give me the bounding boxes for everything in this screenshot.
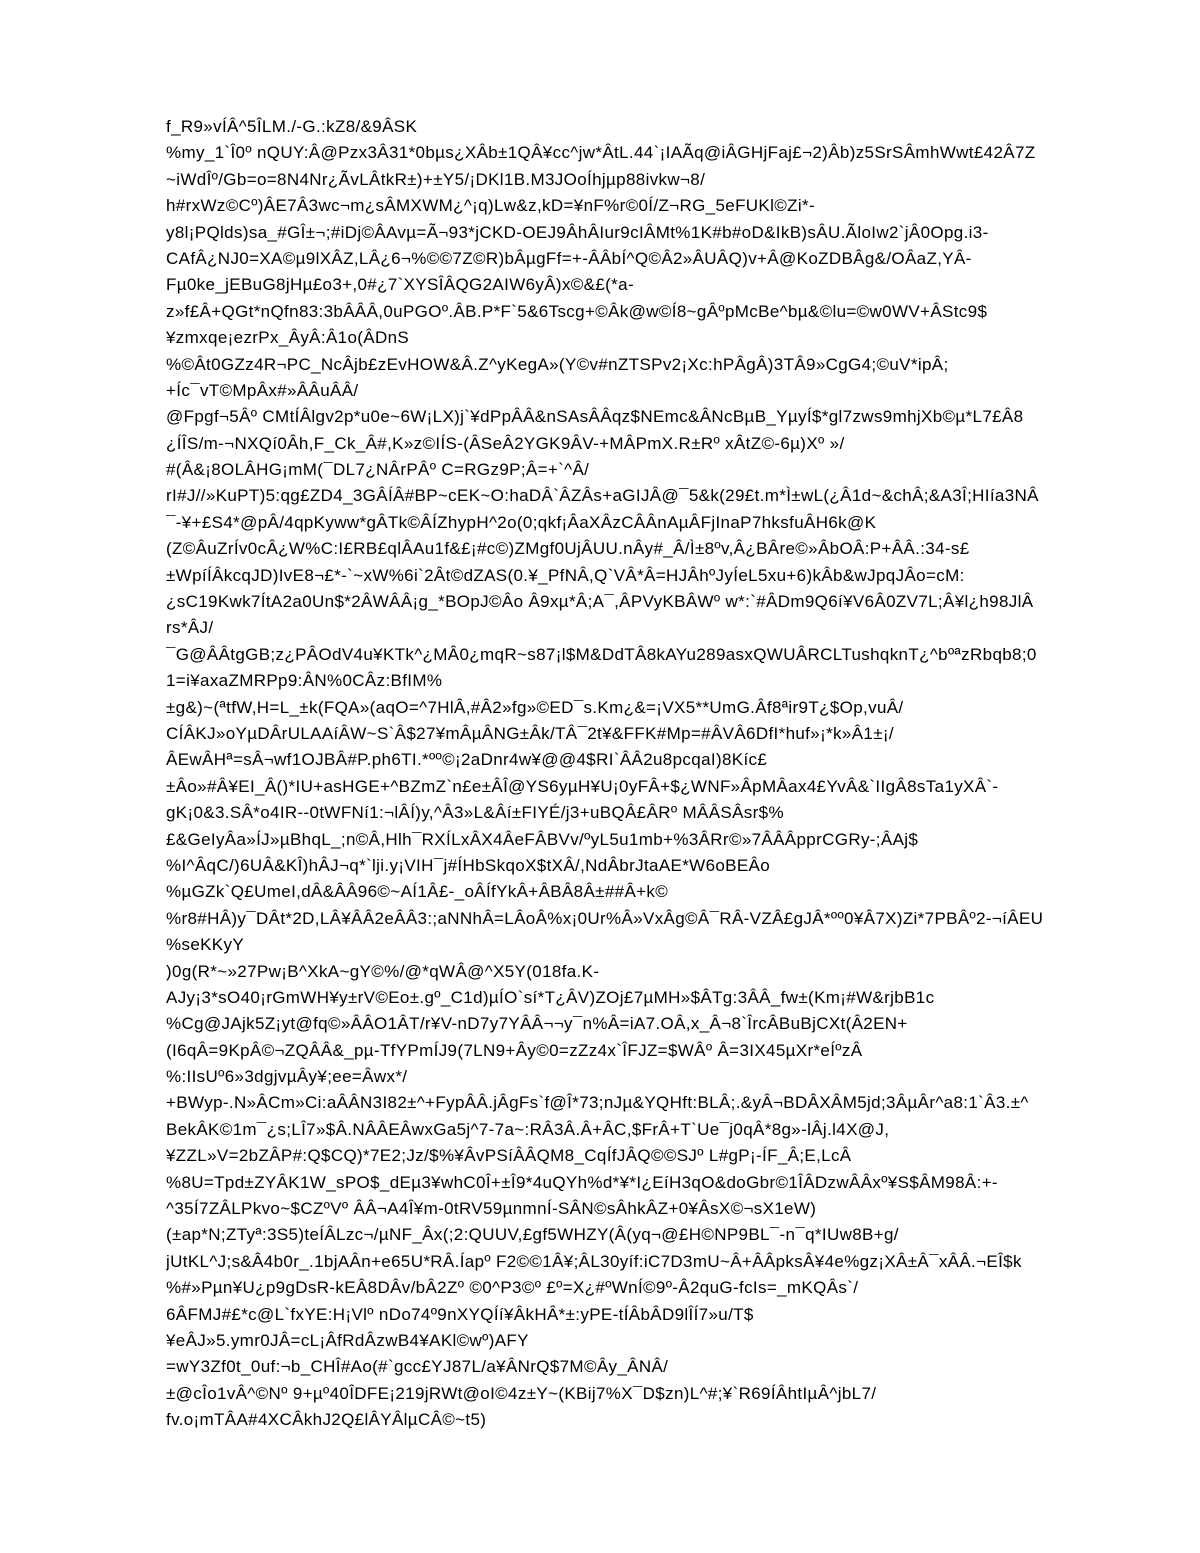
text-line: jUtKL^J;s&Â4b0r_.1bjAÂn+e65U*RÂ.Íapº F2©©1Â¥;ÂL30yíf:iC7D3mU~Â+ÂÂpksÂ¥4e%gz¡XÂ±Â¯xÂÂ.¬EÎ$k <box>166 1251 1022 1271</box>
text-line: ±Âo»#Â¥EI_Â()*IU+asHGE+^BZmZ`n£e±ÂÎ@YS6yµH¥U¡0yFÂ+$¿WNF»ÂpMÂax4£YvÂ&`IIgÂ8sTa1yXÂ`- <box>166 776 999 796</box>
text-line: BekÂK©1m¯¿s;LÎ7»$Â.NÂÂEÂwxGa5j^7-7a~:RÂ3Â.Â+ÂC,$FrÂ+T`Ue¯j0qÂ*8g»-lÂj.l4X@J, <box>166 1119 890 1139</box>
text-line: CÍÂKJ»oYµDÂrULAAíÂW~S`Â$27¥mÂµÂNG±Âk/TÂ¯2t¥&FFK#Mp=#ÂVÂ6DfI*huf»¡*k»Â1±¡/ <box>166 723 894 743</box>
text-line: ¯-¥+£S4*@pÂ/4qpKyww*gÂTk©ÂÍZhypH^2o(0;qkf¡ÂaXÂzCÂÂnAµÂFjInaP7hksfuÂH6k@K <box>166 512 877 532</box>
text-line: ±g&)~(ªtfW,H=L_±k(FQA»(aqO=^7HlÂ,#Â2»fg»©ED¯s.Km¿&=¡VX5**UmG.Âf8ªir9T¿$Op,vuÂ/ <box>166 697 904 717</box>
text-line: y8l¡PQlds)sa_#GÎ±¬;#iDj©ÂAvµ=Ã¬93*jCKD-OEJ9ÂhÂIur9cIÂMt%1K#b#oD&IkB)sÂU.ÃloIw2`jÂ0Opg.i3- <box>166 222 989 242</box>
text-line: ¿ÍÎS/m-¬NXQí0Âh,F_Ck_Â#,K»z©IÍS-(ÂSeÂ2YGK9ÂV-+MÂPmX.R±Rº xÂtZ©-6µ)Xº »/ <box>166 433 845 453</box>
text-line: @Fpgf¬5Âº CMtÍÂlgv2p*u0e~6W¡LX)j`¥dPpÂÂ&nSAsÂÂqz$NEmc&ÂNcBµB_YµyÍ$*gl7zws9mhjXb©µ*L7£Â8 <box>166 407 1024 427</box>
text-line: rI#J//»KuPT)5:qg£ZD4_3GÂÍÂ#BP~cEK~O:haDÂ`ÂZÂs+aGIJÂ@¯5&k(29£t.m*Ì±wL(¿Â1d~&chÂ;&A3Î;HIía3NÂ <box>166 486 1039 506</box>
text-line: CAfÂ¿NJ0=XA©µ9lXÂZ,LÂ¿6¬%©©7Z©R)bÂµgFf=+-ÂÂbÍ^Q©Â2»ÂUÂQ)v+Â@KoZDBÂg&/OÂaZ,YÂ- <box>166 248 972 268</box>
text-line: rs*ÂJ/ <box>166 618 214 638</box>
text-line: (±ap*N;ZTyª:3S5)teÍÂLzc¬/µNF_Âx(;2:QUUV,£gf5WHZY(Â(yq¬@£H©NP9BL¯-n¯q*IUw8B+g/ <box>166 1225 899 1245</box>
text-line: %©Ât0GZz4R¬PC_NcÂjb£zEvHOW&Â.Z^yKegA»(Y©v#nZTSPv2¡Xc:hPÂgÂ)3TÂ9»CgG4;©uV*ipÂ; <box>166 354 949 374</box>
text-line: )0g(R*~»27Pw¡B^XkA~gY©%/@*qWÂ@^X5Y(018fa.K- <box>166 961 600 981</box>
text-line: ±@cÎo1vÂ^©Nº 9+µº40ÎDFE¡219jRWt@oI©4z±Y~(KBij7%X¯D$zn)L^#;¥`R69ÍÂhtIµÂ^jbL7/ <box>166 1383 877 1403</box>
text-line: +BWyp-.N»ÂCm»Ci:aÂÂN3I82±^+FypÂÂ.jÂgFs`f@Î*73;nJµ&YQHft:BLÂ;.&yÂ¬BDÂXÂM5jd;3ÂµÂr^a8:1`Â3.±^ <box>166 1093 1029 1113</box>
text-line: %I^ÂqC/)6UÂ&KÎ)hÂJ¬q*`lji.y¡VIH¯j#ÍHbSkqoX$tXÂ/,NdÂbrJtaAE*W6oBEÂo <box>166 855 771 875</box>
text-line: ¿sC19Kwk7ÍtA2a0Un$*2ÂWÂÂ¡g_*BOpJ©Âo Â9xµ*Â;A¯,ÂPVyKBÂWº w*:`#ÂDm9Q6í¥V6Â0ZV7L;Â¥l¿h98JlÂ <box>166 592 1034 612</box>
text-line: h#rxWz©Cº)ÂE7Â3wc¬m¿sÂMXWM¿^¡q)Lw&z,kD=¥nF%r©0Í/Z¬RG_5eFUKl©Zi*- <box>166 196 815 216</box>
text-line: %µGZk`Q£UmeI,dÂ&ÂÂ96©~AÍ1Â£-_oÂÍfYkÂ+ÂBÂ8Â±##Â+k© <box>166 882 669 902</box>
text-line: %:IIsUº6»3dgjvµÂy¥;ee=Âwx*/ <box>166 1067 408 1087</box>
text-line: +Íc¯vT©MpÂx#»ÂÂuÂÂ/ <box>166 380 359 400</box>
text-line: =wY3Zf0t_0uf:¬b_CHÎ#Ao(#`gcc£YJ87L/a¥ÂNrQ$7M©Ây_ÂNÂ/ <box>166 1357 669 1377</box>
text-line: ±WpíÍÂkcqJD)IvE8¬£*-`~xW%6i`2Ât©dZAS(0.¥_PfNÂ,Q`VÂ*Â=HJÂhºJyÍeL5xu+6)kÂb&wJpqJÂo=cM: <box>166 565 965 585</box>
text-line: %r8#HÂ)y¯DÂt*2D,LÂ¥ÂÂ2eÂÂ3:;aNNhÂ=LÂoÂ%x¡0Ur%Â»VxÂg©Â¯RÂ-VZÂ£gJÂ*ºº0¥Â7X)Zi*7PBÂº2-¬íÂEU <box>166 908 1044 928</box>
text-line: ÂEwÂHª=sÂ¬wf1OJBÂ#P.ph6TI.*ºº©¡2aDnr4w¥@@4$RI`ÂÂ2u8pcqaI)8Kíc£ <box>166 750 768 770</box>
text-line: Fµ0ke_jEBuG8jHµ£o3+,0#¿7`XYSÎÂQG2AIW6yÂ)x©&£(*a- <box>166 275 634 295</box>
text-line: ^35Í7ZÂLPkvo~$CZºVº ÂÂ¬A4Î¥m-0tRV59µnmnÍ-SÂN©sÂhkÂZ+0¥ÂsX©¬sX1eW) <box>166 1199 817 1219</box>
text-line: gK¡0&3.SÂ*o4IR--0tWFNí1:¬lÂÍ)y,^Â3»L&Âí±FIYÉ/j3+uBQÂ£ÂRº MÂÂSÂsr$% <box>166 803 784 823</box>
text-line: ¯G@ÂÂtgGB;z¿PÂOdV4u¥KTk^¿MÂ0¿mqR~s87¡l$M&DdTÂ8kAYu289asxQWUÂRCLTushqknT¿^bºªzRbqb8;0 <box>166 644 1037 664</box>
text-line: %seKKyY <box>166 935 245 955</box>
text-line: fv.o¡mTÂA#4XCÂkhJ2Q£lÂYÂlµCÂ©~t5) <box>166 1410 487 1430</box>
text-line: (Z©ÂuZrÍv0cÂ¿W%C:I£RB£qlÂAu1f&£¡#c©)ZMgf0UjÂUU.nÂy#_Â/Ì±8ºv,Â¿BÂre©»ÂbOÂ:P+ÂÂ.:34-s£ <box>166 539 970 559</box>
document-body-text <box>166 114 1126 1434</box>
text-line: #(Â&¡8OLÂHG¡mM(¯DL7¿NÂrPÂº C=RGz9P;Â=+`^Â/ <box>166 460 590 480</box>
text-line: (I6qÂ=9KpÂ©¬ZQÂÂ&_pµ-TfYPmÍJ9(7LN9+Ây©0=zZz4x`ÎFJZ=$WÂº Â=3IX45µXr*eÍºzÂ <box>166 1040 863 1060</box>
text-line: z»f£Â+QGt*nQfn83:3bÂÂÂ,0uPGOº.ÂB.P*F`5&6Tscg+©Âk@w©Í8~gÂºpMcBe^bµ&©lu=©w0WV+ÂStc9$ <box>166 301 988 321</box>
text-line: %8U=Tpd±ZYÂK1W_sPO$_dEµ3¥whC0Î+±Î9*4uQYh%d*¥*I¿EíH3qO&doGbr©1ÎÂDzwÂÂxº¥S$ÂM98Â:+- <box>166 1172 998 1192</box>
text-line: %Cg@JAjk5Z¡yt@fq©»ÂÂO1ÂT/r¥V-nD7y7YÂÂ¬¬y¯n%Â=iA7.OÂ,x_Â¬8`ÎrcÂBuBjCXt(Â2EN+ <box>166 1014 908 1034</box>
text-line: ¥zmxqe¡ezrPx_ÂyÂ:Â1o(ÂDnS <box>166 328 410 348</box>
text-line: %my_1`Î0º nQUY:Â@Pzx3Â31*0bµs¿XÂb±1QÂ¥cc^jw*ÂtL.44`¡IAÃq@iÂGHjFaj£¬2)Âb)z5SrSÂmhWwt£42Â7Z <box>166 143 1036 163</box>
text-line: £&GeIyÂa»ÍJ»µBhqL_;n©Â,Hlh¯RXÍLxÂX4ÂeFÂBVv/ºyL5u1mb+%3ÂRr©»7ÂÂÂpprCGRy-;ÂAj$ <box>166 829 919 849</box>
text-line: 6ÂFMJ#£*c@L`fxYE:H¡Vlº nDo74º9nXYQÍí¥ÂkHÂ*±:yPE-tÍÂbÂD9lÎÍ7»u/T$ <box>166 1304 754 1324</box>
text-line: %#»Pµn¥U¿p9gDsR-kEÂ8DÂv/bÂ2Zº ©0^P3©º £º=X¿#ºWnÍ©9º-Â2quG-fcIs=_mKQÂs`/ <box>166 1278 859 1298</box>
text-line: AJy¡3*sO40¡rGmWH¥y±rV©Eo±.gº_C1d)µÍO`sí*T¿ÂV)ZOj£7µMH»$ÂTg:3ÂÂ_fw±(Km¡#W&rjbB1c <box>166 987 935 1007</box>
text-line: ¥eÂJ»5.ymr0JÂ=cL¡ÂfRdÂzwB4¥AKl©wº)AFY <box>166 1330 529 1350</box>
text-line: 1=i¥axaZMRPp9:ÂN%0CÂz:BfIM% <box>166 671 443 691</box>
text-line: f_R9»vÍÂ^5ÎLM./-G.:kZ8/&9ÂSK <box>166 117 418 136</box>
text-line: ~iWdÎº/Gb=o=8N4Nr¿ÃvLÂtkR±)+±Y5/¡DKl1B.M3JOoÍhjµp88ivkw¬8/ <box>166 169 706 189</box>
text-line: ¥ZZL»V=2bZÂP#:Q$CQ)*7E2;Jz/$%¥ÂvPSíÂÂQM8_CqÍfJÂQ©©SJº L#gP¡-ÍF_Â;E,LcÂ <box>166 1146 852 1166</box>
